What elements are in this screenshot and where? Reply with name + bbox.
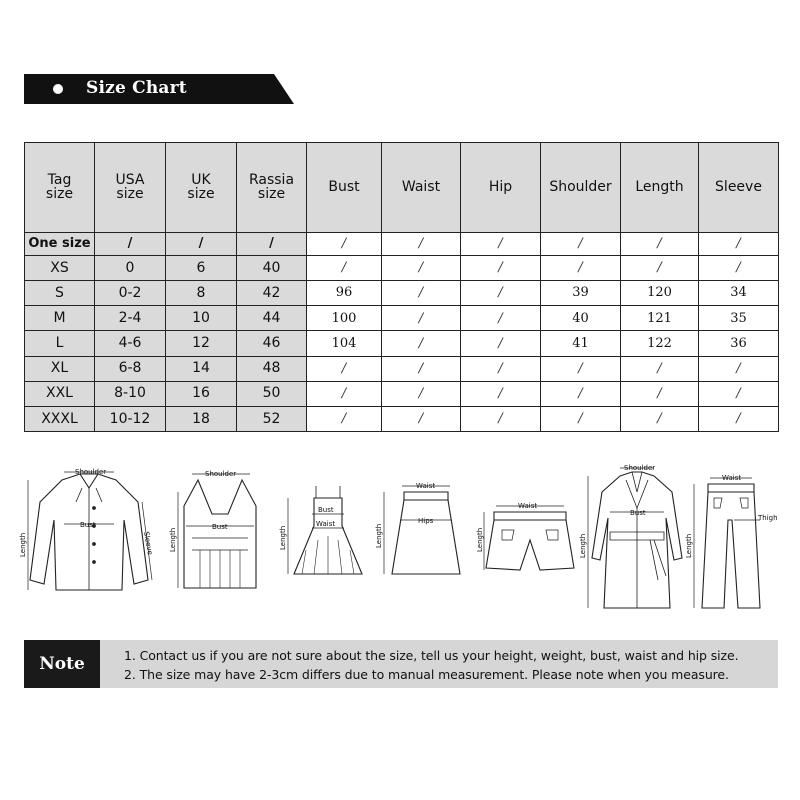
table-cell: 4-6 [95, 331, 166, 356]
table-cell: / [699, 356, 779, 381]
shirt-diagram [20, 462, 160, 602]
shirt-shoulder-label: Shoulder [75, 468, 107, 476]
table-cell: / [461, 281, 541, 306]
table-cell: 121 [621, 306, 699, 331]
table-cell: / [307, 406, 382, 431]
note-line-1: 1. Contact us if you are not sure about the size, tell us your height, weight, bust, waist and hip size. [124, 648, 739, 663]
table-cell: / [382, 406, 461, 431]
table-cell: 35 [699, 306, 779, 331]
table-row [25, 381, 779, 406]
table-cell: 39 [541, 281, 621, 306]
table-cell: / [382, 306, 461, 331]
table-row [25, 256, 779, 281]
table-cell: 48 [237, 356, 307, 381]
measurement-diagrams [20, 458, 780, 622]
table-cell: 10 [166, 306, 237, 331]
shirt-sleeve-label: Sleeve [142, 530, 154, 556]
table-cell: XXXL [25, 406, 95, 431]
table-cell: 44 [237, 306, 307, 331]
table-cell: / [307, 256, 382, 281]
table-cell: 96 [307, 281, 382, 306]
table-cell: 0 [95, 256, 166, 281]
skirt-diagram [372, 476, 472, 616]
table-cell: 14 [166, 356, 237, 381]
table-cell: S [25, 281, 95, 306]
size-chart-banner [24, 74, 294, 104]
pants-length-label: Length [685, 533, 693, 558]
note-box [24, 640, 778, 688]
table-cell: / [382, 381, 461, 406]
pants-waist-label: Waist [722, 474, 742, 482]
table-cell: / [307, 356, 382, 381]
table-cell: 6 [166, 256, 237, 281]
table-row [25, 406, 779, 431]
dress-diagram [279, 470, 372, 610]
table-cell: 8 [166, 281, 237, 306]
table-cell: / [621, 406, 699, 431]
table-cell: 52 [237, 406, 307, 431]
coat-length-label: Length [579, 533, 587, 558]
table-cell: 36 [699, 331, 779, 356]
table-body [25, 232, 779, 431]
table-cell: 46 [237, 331, 307, 356]
shorts-diagram [476, 488, 580, 628]
table-cell: 120 [621, 281, 699, 306]
dress-waist-label: Waist [316, 520, 336, 528]
shirt-bust-label: Bust [80, 521, 96, 529]
table-cell: / [461, 331, 541, 356]
table-row [25, 356, 779, 381]
shorts-length-label: Length [476, 527, 484, 552]
table-cell: / [541, 406, 621, 431]
table-cell: 8-10 [95, 381, 166, 406]
table-cell: / [307, 381, 382, 406]
table-cell: 12 [166, 331, 237, 356]
table-cell: / [699, 256, 779, 281]
table-cell: 40 [237, 256, 307, 281]
table-cell: 100 [307, 306, 382, 331]
bullet-icon [53, 84, 63, 94]
note-line-2: 2. The size may have 2-3cm differs due to manual measurement. Please note when you measure. [124, 667, 729, 682]
table-cell: / [95, 232, 166, 255]
header-sleeve: Sleeve [699, 143, 779, 233]
table-cell: / [382, 331, 461, 356]
table-cell: 42 [237, 281, 307, 306]
coat-shoulder-label: Shoulder [624, 464, 656, 472]
header-shoulder: Shoulder [541, 143, 621, 233]
table-row [25, 232, 779, 255]
table-cell: / [699, 232, 779, 255]
header-usa-size: USA size [95, 143, 166, 233]
table-cell: / [461, 232, 541, 255]
table-row [25, 281, 779, 306]
banner-title: Size Chart [86, 78, 187, 98]
table-cell: / [166, 232, 237, 255]
table-cell: XL [25, 356, 95, 381]
table-cell: / [461, 406, 541, 431]
table-cell: 0-2 [95, 281, 166, 306]
header-length: Length [621, 143, 699, 233]
table-cell: 41 [541, 331, 621, 356]
header-bust: Bust [307, 143, 382, 233]
top-shoulder-label: Shoulder [205, 470, 237, 478]
table-cell: / [621, 356, 699, 381]
top-length-label: Length [169, 527, 177, 552]
table-cell: / [461, 356, 541, 381]
table-cell: M [25, 306, 95, 331]
table-cell: / [382, 256, 461, 281]
table-cell: L [25, 331, 95, 356]
table-cell: / [541, 356, 621, 381]
skirt-waist-label: Waist [416, 482, 436, 490]
header-hip: Hip [461, 143, 541, 233]
table-cell: 18 [166, 406, 237, 431]
table-cell: XXL [25, 381, 95, 406]
table-cell: / [382, 356, 461, 381]
table-cell: / [461, 256, 541, 281]
note-label: Note [24, 640, 100, 688]
header-uk-size: UK size [166, 143, 237, 233]
size-table [24, 142, 779, 432]
table-cell: / [699, 381, 779, 406]
table-cell: 122 [621, 331, 699, 356]
table-cell: / [621, 232, 699, 255]
table-cell: / [699, 406, 779, 431]
header-tag-size: Tag size [25, 143, 95, 233]
table-cell: / [621, 381, 699, 406]
skirt-length-label: Length [375, 523, 383, 548]
table-cell: XS [25, 256, 95, 281]
table-cell: 34 [699, 281, 779, 306]
shorts-waist-label: Waist [518, 502, 538, 510]
table-header-row [25, 143, 779, 233]
table-cell: / [461, 306, 541, 331]
table-cell: 10-12 [95, 406, 166, 431]
table-cell: / [621, 256, 699, 281]
table-cell: / [541, 232, 621, 255]
dress-bust-label: Bust [318, 506, 334, 514]
coat-bust-label: Bust [630, 509, 646, 517]
table-cell: 50 [237, 381, 307, 406]
header-rassia-size: Rassia size [237, 143, 307, 233]
table-row [25, 306, 779, 331]
skirt-hips-label: Hips [418, 517, 434, 525]
dress-length-label: Length [279, 525, 287, 550]
top-bust-label: Bust [212, 523, 228, 531]
table-cell: 2-4 [95, 306, 166, 331]
table-cell: / [541, 381, 621, 406]
pants-diagram [680, 458, 780, 622]
table-cell: 6-8 [95, 356, 166, 381]
pants-thigh-label: Thigh [758, 514, 778, 522]
shirt-length-label: Length [19, 532, 27, 557]
table-cell: / [382, 232, 461, 255]
table-cell: / [461, 381, 541, 406]
coat-diagram [580, 458, 690, 622]
table-cell: / [382, 281, 461, 306]
table-row [25, 331, 779, 356]
header-waist: Waist [382, 143, 461, 233]
table-cell: 16 [166, 381, 237, 406]
table-cell: 104 [307, 331, 382, 356]
table-cell: One size [25, 232, 95, 255]
table-cell: / [307, 232, 382, 255]
table-cell: / [237, 232, 307, 255]
table-cell: / [541, 256, 621, 281]
top-diagram [170, 462, 270, 602]
table-cell: 40 [541, 306, 621, 331]
